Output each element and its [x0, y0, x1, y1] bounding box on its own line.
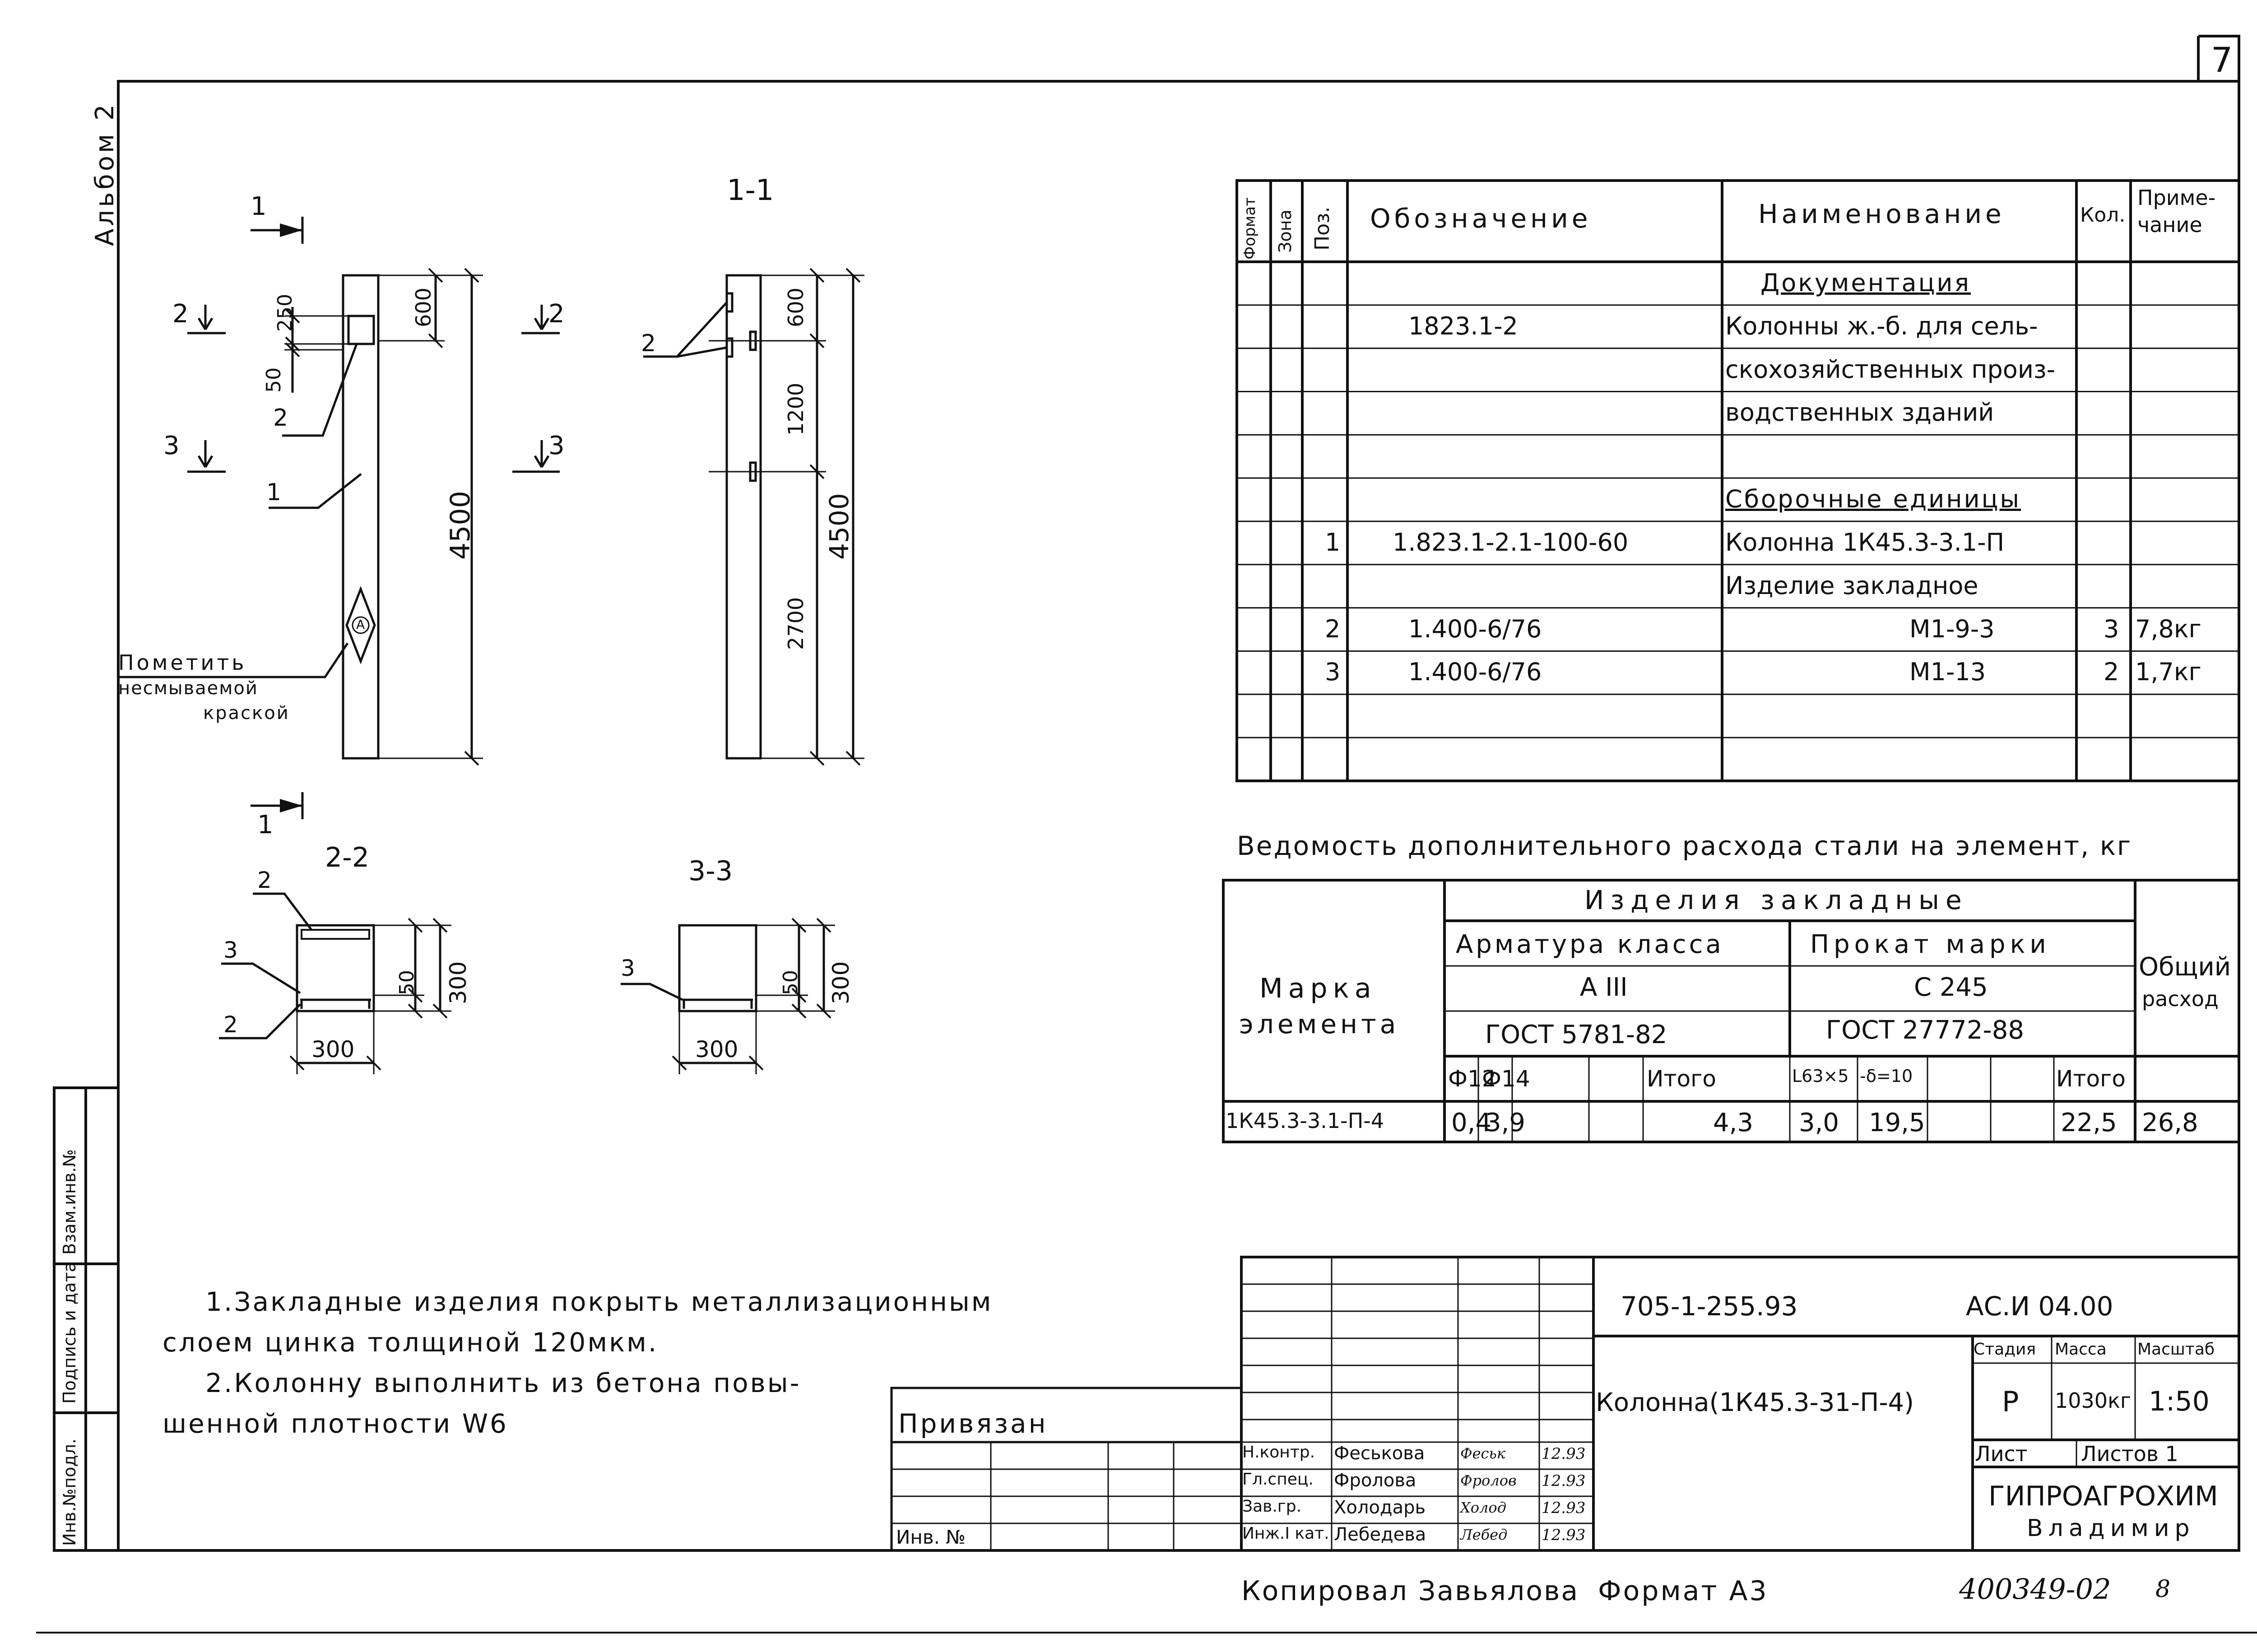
spec-cell: М1-9-3 — [1909, 614, 1995, 643]
format-label: Формат А3 — [1598, 1575, 1769, 1607]
signer-date: 12.93 — [1542, 1445, 1586, 1463]
dim-50: 50 — [262, 367, 285, 393]
steel-sub-left: Арматура класса — [1456, 930, 1724, 959]
steel-row-value: 3,0 — [1799, 1108, 1839, 1137]
signer-signature: Фролов — [1460, 1472, 1517, 1489]
steel-row-mark: 1К45.3-3.1-П-4 — [1226, 1109, 1384, 1133]
mass-label: Масса — [2055, 1340, 2107, 1359]
section-2-2-title: 2-2 — [325, 842, 369, 873]
signer-signature: Холод — [1460, 1499, 1506, 1516]
steel-col-header: -δ=10 — [1860, 1066, 1913, 1086]
steel-sub-right-grade: С 245 — [1914, 973, 1988, 1002]
stage-value: Р — [2002, 1385, 2019, 1418]
section-3-3-title: 3-3 — [688, 855, 733, 887]
steel-col-header: Ф12 — [1448, 1066, 1496, 1092]
signer-role: Инж.I кат. — [1242, 1524, 1329, 1543]
dim-600: 600 — [411, 288, 436, 327]
spec-cell: 7,8кг — [2135, 614, 2201, 643]
side-stamp-sign: Подпись и дата — [60, 1262, 79, 1404]
signer-role: Зав.гр. — [1242, 1497, 1302, 1516]
side-stamp-inv: Инв.№подл. — [60, 1438, 79, 1546]
spec-cell: 1823.1-2 — [1408, 311, 1518, 340]
steel-sub-right-gost: ГОСТ 27772-88 — [1826, 1016, 2024, 1045]
sec33-dim-50: 50 — [779, 970, 802, 995]
sec11-dim-4500: 4500 — [824, 493, 855, 560]
signer-role: Н.контр. — [1242, 1443, 1315, 1462]
steel-total-header-1: Общий — [2139, 952, 2231, 982]
steel-group-header: Изделия закладные — [1584, 885, 1968, 915]
cut-2-left: 2 — [172, 299, 189, 329]
steel-row-value: 4,3 — [1713, 1108, 1754, 1137]
steel-col-header: L63×5 — [1792, 1066, 1849, 1086]
sec22-leader-3: 3 — [223, 937, 238, 963]
steel-row-value: 3,9 — [1485, 1108, 1526, 1137]
signer-date: 12.93 — [1542, 1499, 1586, 1517]
signer-name: Лебедева — [1334, 1524, 1426, 1545]
side-stamp-replace: Взам.инв.№ — [60, 1149, 79, 1255]
cut-3-right: 3 — [548, 431, 565, 460]
sec22-leader-2-bottom: 2 — [223, 1012, 238, 1038]
project-code: 705-1-255.93 — [1621, 1291, 1798, 1322]
signer-date: 12.93 — [1542, 1526, 1586, 1544]
mass-value: 1030кг — [2055, 1388, 2132, 1413]
steel-sub-right: Прокат марки — [1810, 930, 2051, 959]
note-line-4: шенной плотности W6 — [163, 1408, 508, 1439]
signer-date: 12.93 — [1542, 1472, 1586, 1490]
dim-4500: 4500 — [445, 491, 476, 560]
sec22-dim-300v: 300 — [445, 961, 471, 1004]
note-line-3: 2.Колонну выполнить из бетона повы- — [205, 1368, 801, 1398]
sec22-dim-50: 50 — [395, 970, 418, 995]
spec-cell: 1.400-6/76 — [1408, 658, 1542, 687]
spec-cell: 1.400-6/76 — [1408, 614, 1542, 643]
mark-note-line3: краской — [203, 703, 290, 724]
dim-250: 250 — [274, 294, 297, 332]
spec-cell: Колонна 1К45.3-3.1-П — [1725, 528, 2005, 557]
spec-cell: водственных зданий — [1725, 398, 1994, 427]
spec-cell: Сборочные единицы — [1725, 485, 2021, 514]
steel-row-value: 0,4 — [1451, 1108, 1492, 1137]
element-name: Колонна(1К45.3-31-П-4) — [1596, 1388, 1914, 1417]
spec-cell: Документация — [1760, 269, 1971, 297]
sec11-dim-600: 600 — [784, 288, 808, 327]
scale-label: Масштаб — [2137, 1340, 2215, 1359]
steel-total-header-2: расход — [2142, 987, 2219, 1011]
note-line-1: 1.Закладные изделия покрыть металлизационным — [205, 1286, 993, 1317]
signer-name: Фролова — [1334, 1470, 1416, 1491]
spec-header-format: Формат — [1241, 197, 1259, 260]
mark-note-line2: несмываемой — [118, 678, 258, 699]
signer-role: Гл.спец. — [1242, 1470, 1314, 1489]
spec-header-zone: Зона — [1275, 209, 1295, 253]
spec-cell: М1-13 — [1909, 658, 1986, 687]
city: Владимир — [2027, 1515, 2195, 1542]
signer-name: Феськова — [1334, 1443, 1425, 1464]
note-line-2: слоем цинка толщиной 120мкм. — [163, 1327, 659, 1358]
signer-name: Холодарь — [1334, 1497, 1426, 1518]
cut-1-bottom: 1 — [257, 810, 274, 840]
sec33-leader-3: 3 — [621, 955, 635, 981]
spec-header-qty: Кол. — [2080, 204, 2126, 227]
stage-label: Стадия — [1974, 1340, 2036, 1359]
sec11-leader-2: 2 — [641, 330, 656, 357]
spec-cell: 2 — [2104, 658, 2119, 687]
cut-2-right: 2 — [548, 299, 565, 329]
page-number: 8 — [2155, 1576, 2171, 1603]
archive-number: 400349-02 — [1959, 1573, 2111, 1606]
sec22-leader-2-top: 2 — [257, 867, 272, 893]
sec11-dim-2700: 2700 — [784, 597, 808, 650]
spec-cell: 2 — [1325, 614, 1341, 643]
steel-row-value: 22,5 — [2061, 1108, 2117, 1137]
copied-by: Копировал Завьялова — [1241, 1575, 1579, 1607]
steel-sub-left-class: А III — [1580, 973, 1628, 1002]
cut-3-left: 3 — [163, 431, 180, 460]
cut-1-top: 1 — [251, 192, 267, 221]
organization: ГИПРОАГРОХИМ — [1988, 1480, 2218, 1512]
spec-cell: 1.823.1-2.1-100-60 — [1393, 528, 1629, 557]
spec-header-designation: Обозначение — [1370, 203, 1592, 234]
album-label: Альбом 2 — [90, 102, 120, 246]
sec33-dim-300v: 300 — [828, 961, 854, 1004]
sheet-number: 7 — [2211, 40, 2233, 80]
steel-mark-header-2: элемента — [1239, 1009, 1400, 1039]
signer-signature: Лебед — [1460, 1526, 1508, 1543]
spec-header-note1: Приме- — [2137, 186, 2216, 210]
sheets-label: Листов 1 — [2081, 1442, 2178, 1466]
spec-header-name: Наименование — [1758, 199, 2005, 229]
steel-sub-left-gost: ГОСТ 5781-82 — [1485, 1020, 1667, 1049]
scale-value: 1:50 — [2149, 1386, 2210, 1417]
spec-cell: 1 — [1325, 528, 1341, 557]
sheet-label: Лист — [1975, 1442, 2028, 1466]
leader-2-label: 2 — [273, 404, 288, 432]
zone-mark: А — [356, 617, 365, 632]
steel-row-value: 19,5 — [1869, 1108, 1925, 1137]
spec-cell: Изделие закладное — [1725, 571, 1978, 600]
steel-col-header: Ф14 — [1482, 1066, 1530, 1092]
leader-1-label: 1 — [266, 479, 282, 506]
privyazan-label: Привязан — [898, 1408, 1048, 1439]
doc-code: АС.И 04.00 — [1966, 1291, 2113, 1322]
steel-col-header: Итого — [1647, 1066, 1716, 1092]
sec22-dim-300h: 300 — [311, 1036, 355, 1063]
spec-header-note2: чание — [2137, 213, 2202, 237]
sec11-dim-1200: 1200 — [784, 382, 808, 436]
privyazan-inv: Инв. № — [896, 1526, 966, 1548]
section-1-1-title: 1-1 — [727, 174, 774, 207]
steel-row-value: 26,8 — [2142, 1108, 2198, 1137]
spec-header-pos: Поз. — [1311, 206, 1334, 251]
spec-table-grid — [1237, 181, 2239, 781]
spec-cell: скохозяйственных произ- — [1725, 355, 2056, 384]
spec-cell: 3 — [1325, 658, 1341, 687]
mark-note-line1: Пометить — [118, 650, 247, 675]
steel-mark-header-1: Марка — [1259, 973, 1377, 1004]
signer-signature: Феськ — [1460, 1445, 1505, 1462]
steel-table-title: Ведомость дополнительного расхода стали на элемент, кг — [1237, 831, 2132, 861]
spec-cell: Колонны ж.-б. для сель- — [1725, 311, 2038, 340]
spec-cell: 1,7кг — [2135, 658, 2201, 687]
spec-cell: 3 — [2104, 614, 2119, 643]
sec33-dim-300h: 300 — [695, 1036, 738, 1063]
steel-col-header: Итого — [2056, 1066, 2126, 1092]
